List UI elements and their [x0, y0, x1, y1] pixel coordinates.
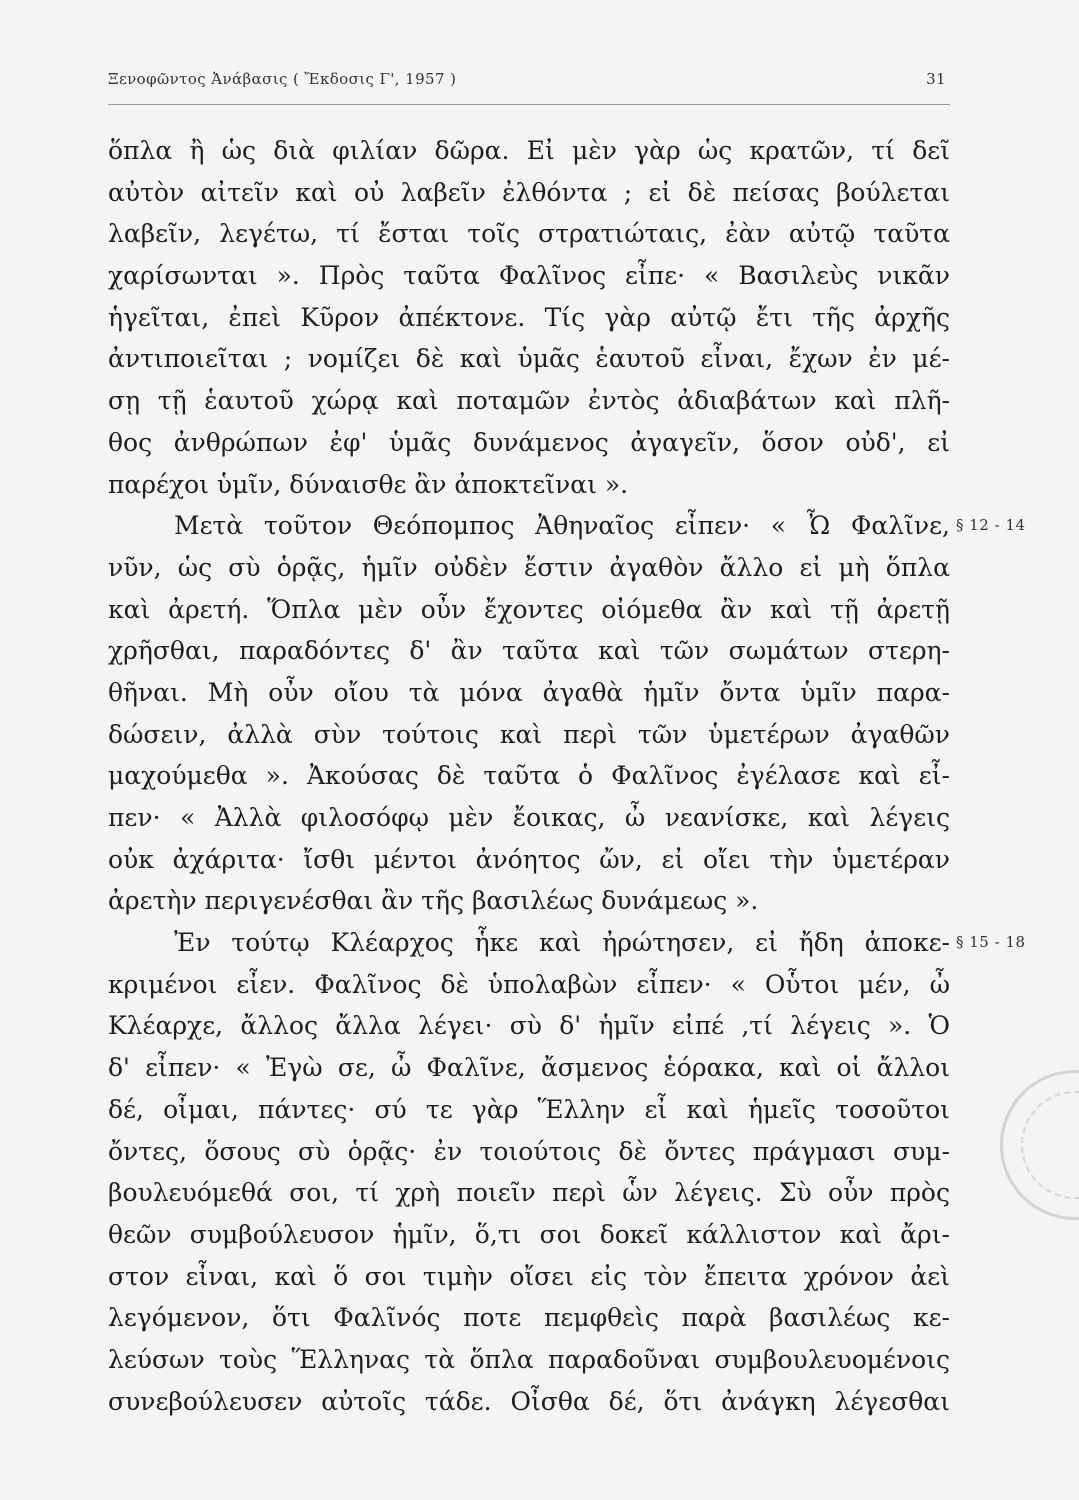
text-line: δέ, οἶμαι, πάντες· σύ τε γὰρ Ἕλλην εἶ καὶ ἡμεῖς τοσοῦτοι [108, 1094, 950, 1124]
text-line: παρέχοι ὑμῖν, δύναισθε ἂν ἀποκτεῖναι ». [108, 469, 629, 499]
paragraph-start: Μετὰ τοῦτον Θεόπομπος Ἀθηναῖος εἶπεν· « Ὦ Φαλῖνε, [174, 511, 950, 541]
text-line: σῃ τῇ ἑαυτοῦ χώρᾳ καὶ ποταμῶν ἐντὸς ἀδιαβάτων καὶ πλῆ- [108, 386, 950, 416]
library-stamp [1000, 1070, 1079, 1220]
page-number: 31 [926, 70, 946, 88]
text-body [108, 130, 1026, 1422]
text-line: νῦν, ὡς σὺ ὁρᾷς, ἡμῖν οὐδὲν ἔστιν ἀγαθὸν ἄλλο εἰ μὴ ὅπλα [108, 552, 950, 582]
running-header [108, 70, 946, 100]
text-line: κριμένοι εἶεν. Φαλῖνος δὲ ὑπολαβὼν εἶπεν· « Οὗτοι μέν, ὦ [108, 969, 950, 999]
text-line: ἡγεῖται, ἐπεὶ Κῦρον ἀπέκτονε. Τίς γὰρ αὐτῷ ἔτι τῆς ἀρχῆς [108, 302, 950, 332]
running-title: Ξενοφῶντος Ἀνάβασις ( Ἔκδοσις Γ', 1957 ) [108, 70, 457, 88]
text-line: βουλευόμεθά σοι, τί χρὴ ποιεῖν περὶ ὧν λέγεις. Σὺ οὖν πρὸς [108, 1178, 950, 1208]
header-rule [108, 104, 950, 105]
text-line: λεύσων τοὺς Ἕλληνας τὰ ὅπλα παραδοῦναι συμβουλευομένοις [108, 1344, 950, 1374]
paragraph-line [108, 922, 1026, 964]
text-line: καὶ ἀρετή. Ὅπλα μὲν οὖν ἔχοντες οἰόμεθα ἂν καὶ τῇ ἀρετῇ [108, 594, 950, 624]
text-line: θεῶν συμβούλευσον ἡμῖν, ὅ,τι σοι δοκεῖ κάλλιστον καὶ ἄρι- [108, 1219, 950, 1249]
text-line: λεγόμενον, ὅτι Φαλῖνός ποτε πεμφθεὶς παρὰ βασιλέως κε- [108, 1303, 950, 1333]
text-line: ἀρετὴν περιγενέσθαι ἂν τῆς βασιλέως δυνάμεως ». [108, 886, 759, 916]
text-line: δώσειν, ἀλλὰ σὺν τούτοις καὶ περὶ τῶν ὑμετέρων ἀγαθῶν [108, 719, 950, 749]
section-ref-12-14: § 12 - 14 [956, 516, 1026, 535]
text-line: χρῆσθαι, παραδόντες δ' ἂν ταῦτα καὶ τῶν σωμάτων στερη- [108, 636, 950, 666]
text-line: στον εἶναι, καὶ ὅ σοι τιμὴν οἴσει εἰς τὸν ἔπειτα χρόνον ἀεὶ [108, 1261, 950, 1291]
text-line: θῆναι. Μὴ οὖν οἴου τὰ μόνα ἀγαθὰ ἡμῖν ὄντα ὑμῖν παρα- [108, 677, 950, 707]
stamp-inner-ring [1021, 1091, 1079, 1199]
text-line: χαρίσωνται ». Πρὸς ταῦτα Φαλῖνος εἶπε· « Βασιλεὺς νικᾶν [108, 261, 950, 291]
paragraph-line [108, 505, 1026, 547]
text-line: Κλέαρχε, ἄλλος ἄλλα λέγει· σὺ δ' ἡμῖν εἰπέ ,τί λέγεις ». Ὁ [108, 1011, 950, 1041]
text-line: θος ἀνθρώπων ἐφ' ὑμᾶς δυνάμενος ἀγαγεῖν, ὅσον οὐδ', εἰ [108, 427, 950, 457]
text-line: μαχούμεθα ». Ἀκούσας δὲ ταῦτα ὁ Φαλῖνος ἐγέλασε καὶ εἶ- [108, 761, 950, 791]
text-line: λαβεῖν, λεγέτω, τί ἔσται τοῖς στρατιώταις, ἐὰν αὐτῷ ταῦτα [108, 219, 950, 249]
text-line: αὐτὸν αἰτεῖν καὶ οὐ λαβεῖν ἐλθόντα ; εἰ δὲ πείσας βούλεται [108, 177, 950, 207]
section-ref-15-18: § 15 - 18 [956, 933, 1026, 952]
text-line: πεν· « Ἀλλὰ φιλοσόφῳ μὲν ἔοικας, ὦ νεανίσκε, καὶ λέγεις [108, 803, 950, 832]
text-line: ὄντες, ὅσους σὺ ὁρᾷς· ἐν τοιούτοις δὲ ὄντες πράγμασι συμ- [108, 1136, 950, 1166]
text-line: οὐκ ἀχάριτα· ἴσθι μέντοι ἀνόητος ὤν, εἰ οἴει τὴν ὑμετέραν [108, 844, 950, 874]
text-line: ὅπλα ἢ ὡς διὰ φιλίαν δῶρα. Εἰ μὲν γὰρ ὡς κρατῶν, τί δεῖ [108, 136, 950, 165]
text-line: ἀντιποιεῖται ; νομίζει δὲ καὶ ὑμᾶς ἑαυτοῦ εἶναι, ἔχων ἐν μέ- [108, 344, 950, 374]
text-line: δ' εἶπεν· « Ἐγὼ σε, ὦ Φαλῖνε, ἄσμενος ἑόρακα, καὶ οἱ ἄλλοι [108, 1053, 950, 1083]
text-line: συνεβούλευσεν αὐτοῖς τάδε. Οἶσθα δέ, ὅτι ἀνάγκη λέγεσθαι [108, 1386, 950, 1416]
paragraph-start: Ἐν τούτῳ Κλέαρχος ἧκε καὶ ἠρώτησεν, εἰ ἤδη ἀποκε- [174, 928, 950, 958]
